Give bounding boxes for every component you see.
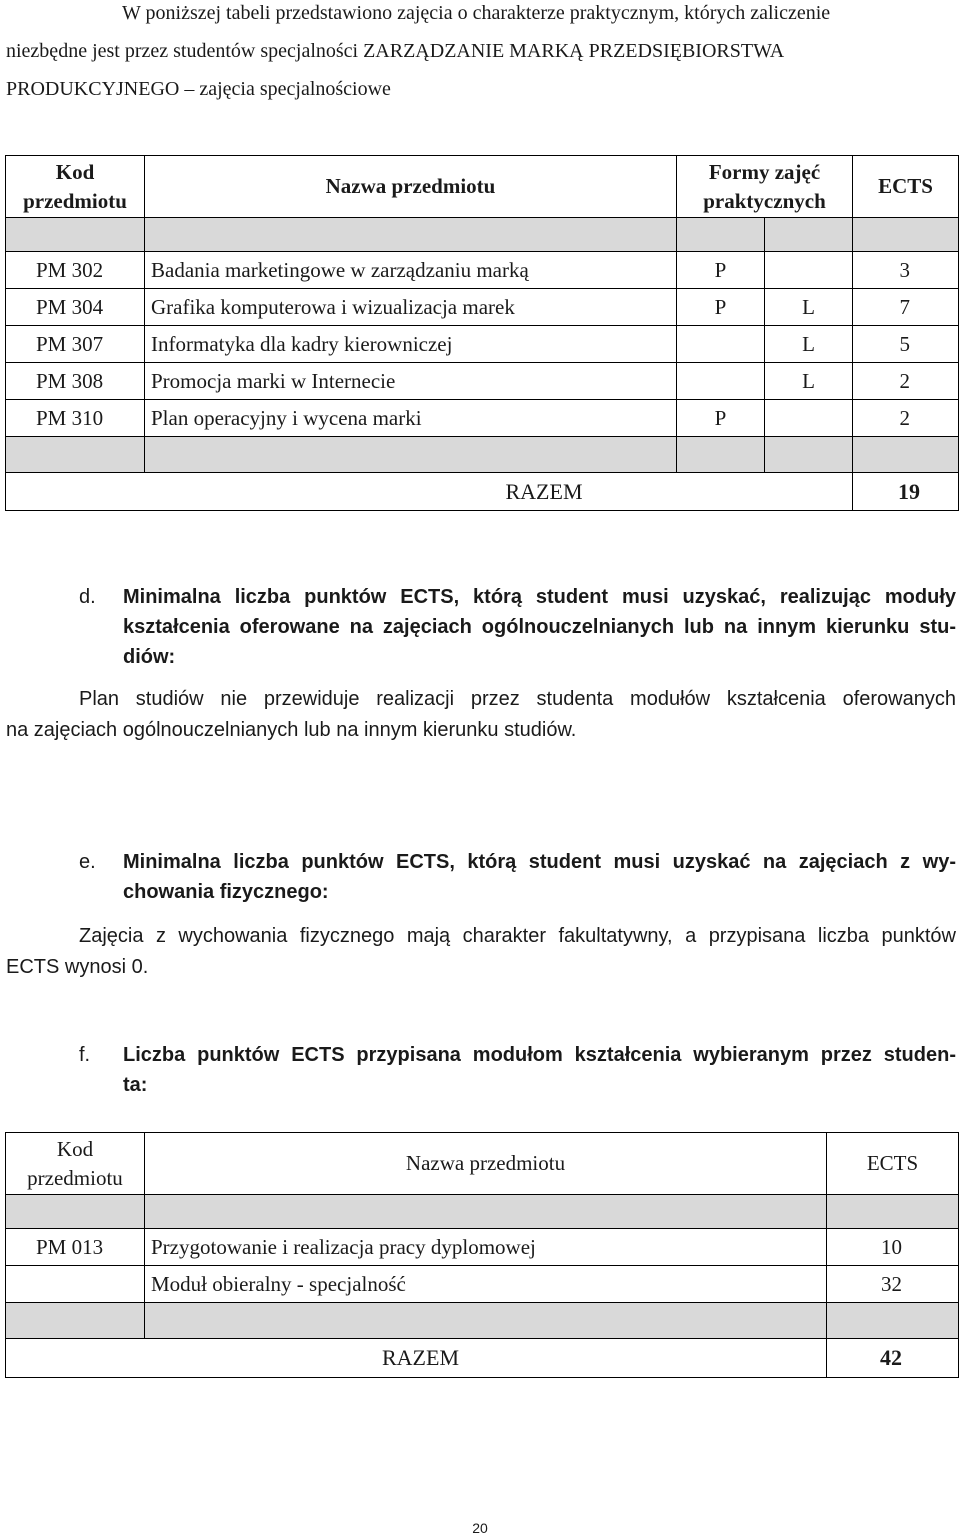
header-nazwa: Nazwa przedmiotu bbox=[145, 1133, 827, 1195]
table2-gray-row bbox=[6, 1195, 959, 1229]
section-f-title: Liczba punktów ECTS przypisana modułom kształcenia wybieranym przez studen- ta: bbox=[123, 1044, 956, 1096]
intro-paragraph bbox=[6, 0, 954, 108]
table1-total-row bbox=[6, 473, 959, 511]
section-e-title: Minimalna liczba punktów ECTS, którą student musi uzyskać na zajęciach z wy- chowania fizycznego: bbox=[123, 851, 956, 903]
table-row: PM 013 Przygotowanie i realizacja pracy dyplomowej 10 bbox=[6, 1229, 959, 1266]
header-kod: Kod przedmiotu bbox=[6, 156, 145, 218]
header-ects: ECTS bbox=[827, 1133, 959, 1195]
table-row: PM 308 Promocja marki w Internecie L 2 bbox=[6, 363, 959, 400]
section-d-letter: d. bbox=[79, 586, 96, 608]
table-row: PM 310 Plan operacyjny i wycena marki P 2 bbox=[6, 400, 959, 437]
header-ects: ECTS bbox=[853, 156, 959, 218]
section-d-body: Plan studiów nie przewiduje realizacji przez studenta modułów kształcenia oferowanych na zajęciach ogólnouczelnianych lub na innym kierunku studiów. bbox=[6, 688, 956, 741]
table1-gray-row bbox=[6, 218, 959, 252]
intro-line-1: W poniższej tabeli przedstawiono zajęcia o charakterze praktycznym, których zaliczenie bbox=[122, 2, 831, 24]
total-label: RAZEM bbox=[6, 473, 853, 511]
header-nazwa: Nazwa przedmiotu bbox=[145, 156, 677, 218]
section-e-body: Zajęcia z wychowania fizycznego mają charakter fakultatywny, a przypisana liczba punktów ECTS wynosi 0. bbox=[6, 925, 956, 978]
table-row: PM 307 Informatyka dla kadry kierowniczej L 5 bbox=[6, 326, 959, 363]
page-number: 20 bbox=[472, 1520, 488, 1536]
table-row: PM 302 Badania marketingowe w zarządzaniu marką P 3 bbox=[6, 252, 959, 289]
intro-line-3: PRODUKCYJNEGO – zajęcia specjalnościowe bbox=[6, 78, 391, 100]
table1-gray-row-2 bbox=[6, 437, 959, 473]
header-kod: Kod przedmiotu bbox=[6, 1133, 145, 1195]
section-f-letter: f. bbox=[79, 1044, 91, 1066]
table-row: PM 304 Grafika komputerowa i wizualizacja marek P L 7 bbox=[6, 289, 959, 326]
total-value: 42 bbox=[827, 1339, 959, 1378]
total-label: RAZEM bbox=[6, 1339, 827, 1378]
table2-header-row bbox=[6, 1133, 959, 1195]
header-formy: Formy zajęć praktycznych bbox=[677, 156, 853, 218]
elective-modules-table bbox=[5, 1132, 959, 1378]
table-row: Moduł obieralny - specjalność 32 bbox=[6, 1266, 959, 1303]
table2-total-row bbox=[6, 1339, 959, 1378]
practical-classes-table bbox=[5, 155, 959, 511]
section-e-letter: e. bbox=[79, 851, 96, 873]
section-d-title: Minimalna liczba punktów ECTS, którą student musi uzyskać, realizując moduły kształcenia oferowane na zajęciach ogólnouczelnianych lub na innym kierunku stu- diów: bbox=[123, 586, 956, 668]
table2-gray-row-2 bbox=[6, 1303, 959, 1339]
total-value: 19 bbox=[853, 473, 959, 511]
intro-line-2: niezbędne jest przez studentów specjalności ZARZĄDZANIE MARKĄ PRZEDSIĘBIORSTWA bbox=[6, 40, 785, 62]
table1-header-row bbox=[6, 156, 959, 218]
